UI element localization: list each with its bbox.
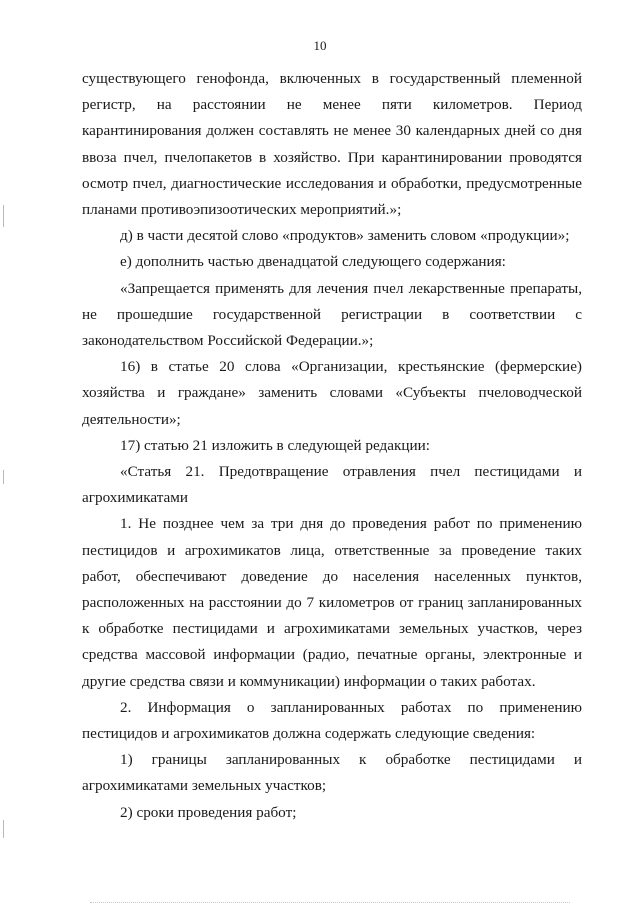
paragraph-amendment-e: е) дополнить частью двенадцатой следующего содержания:: [120, 253, 506, 271]
paragraph-amendment-d: д) в части десятой слово «продуктов» заменить словом «продукции»;: [120, 227, 570, 245]
article-21-subitem-2: 2) сроки проведения работ;: [120, 803, 297, 821]
scan-artifact: [90, 901, 570, 903]
paragraph-continuation: существующего генофонда, включенных в государственный племенной регистр, на расстоянии не менее пяти километров. Период карантинирования должен составлять не менее 30 календарных дней со дня ввоза пчел, пчелопакетов в хозяйство. При карантинировании проводятся осмотр пчел, диагностические исследования и обработки, предусмотренные планами противоэпизоотических мероприятий.»;: [82, 70, 582, 219]
article-21-clause-1: 1. Не позднее чем за три дня до проведения работ по применению пестицидов и агрохимикатов лица, ответственные за проведение таких работ, обеспечивают доведение до населения населенных пунктов, расположенных на расстоянии до 7 километров от границ запланированных к обработке пестицидами и агрохимикатами земельных участков, через средства массовой информации (радио, печатные органы, электронные и другие средства связи и коммуникации) информации о таких работах.: [82, 515, 582, 690]
article-21-subitem-1: 1) границы запланированных к обработке пестицидами и агрохимикатами земельных участков;: [82, 751, 582, 795]
scan-artifact: [3, 205, 4, 227]
scan-artifact: [3, 820, 4, 838]
article-21-clause-2: 2. Информация о запланированных работах по применению пестицидов и агрохимикатов должна содержать следующие сведения:: [82, 698, 582, 743]
scan-artifact: [3, 470, 4, 484]
paragraph-item-17: 17) статью 21 изложить в следующей редакции:: [120, 436, 430, 454]
document-body: [82, 66, 582, 826]
paragraph-quote-prohibition: «Запрещается применять для лечения пчел лекарственные препараты, не прошедшие государственной регистрации в соответствии с законодательством Российской Федерации.»;: [82, 279, 582, 350]
article-21-heading: «Статья 21. Предотвращение отравления пчел пестицидами и агрохимикатами: [82, 463, 582, 507]
page-number: 10: [313, 38, 327, 53]
paragraph-item-16: 16) в статье 20 слова «Организации, крестьянские (фермерские) хозяйства и граждане» заменить словами «Субъекты пчеловодческой деятельности»;: [82, 358, 582, 428]
